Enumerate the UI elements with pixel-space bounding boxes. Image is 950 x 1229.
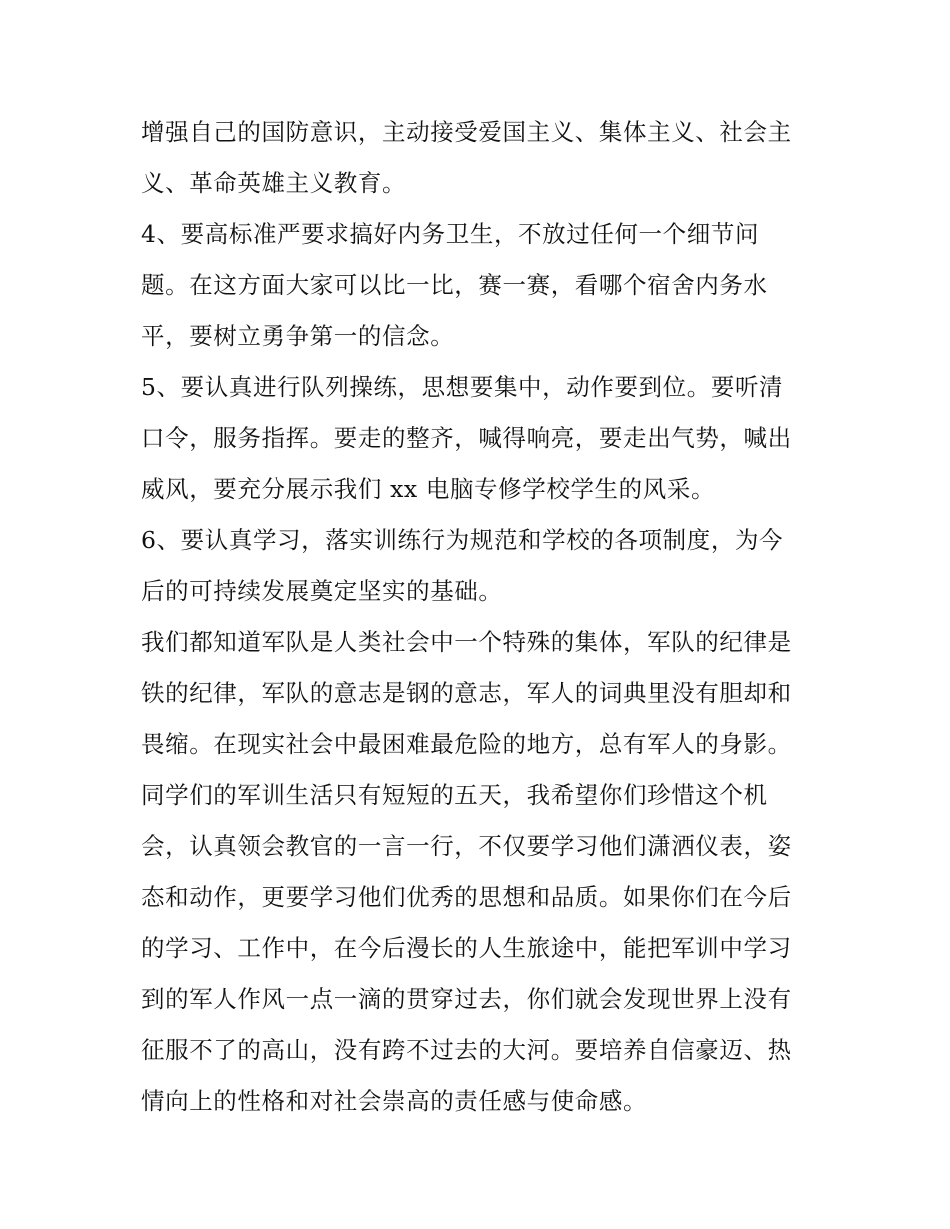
text-line: 4、要高标准严要求搞好内务卫生，不放过任何一个细节问 xyxy=(141,220,760,248)
text-line: 义、革命英雄主义教育。 xyxy=(141,169,407,197)
text-line: 情向上的性格和对社会崇高的责任感与使命感。 xyxy=(141,1087,648,1115)
text-line: 同学们的军训生活只有短短的五天，我希望你们珍惜这个机 xyxy=(141,781,768,809)
text-line: 畏缩。在现实社会中最困难最危险的地方，总有军人的身影。 xyxy=(141,730,792,758)
text-line: 平，要树立勇争第一的信念。 xyxy=(141,322,455,350)
text-line: 会，认真领会教官的一言一行，不仅要学习他们潇洒仪表，姿 xyxy=(141,832,792,860)
text-line: 我们都知道军队是人类社会中一个特殊的集体，军队的纪律是 xyxy=(141,628,792,656)
text-line: 态和动作，更要学习他们优秀的思想和品质。如果你们在今后 xyxy=(141,883,792,911)
text-line: 铁的纪律，军队的意志是钢的意志，军人的词典里没有胆却和 xyxy=(141,679,792,707)
text-line: 5、要认真进行队列操练，思想要集中，动作要到位。要听清 xyxy=(141,373,784,401)
text-line: 题。在这方面大家可以比一比，赛一赛，看哪个宿舍内务水 xyxy=(141,271,768,299)
text-line: 口令，服务指挥。要走的整齐，喊得响亮，要走出气势，喊出 xyxy=(141,424,792,452)
text-line: 征服不了的高山，没有跨不过去的大河。要培养自信豪迈、热 xyxy=(141,1036,792,1064)
text-line: 威风，要充分展示我们 xx 电脑专修学校学生的风采。 xyxy=(141,475,716,503)
text-line: 的学习、工作中，在今后漫长的人生旅途中，能把军训中学习 xyxy=(141,934,792,962)
text-line: 6、要认真学习，落实训练行为规范和学校的各项制度，为今 xyxy=(141,526,784,554)
text-line: 增强自己的国防意识，主动接受爱国主义、集体主义、社会主 xyxy=(141,118,792,146)
document-body xyxy=(141,107,811,1127)
text-line: 到的军人作风一点一滴的贯穿过去，你们就会发现世界上没有 xyxy=(141,985,792,1013)
text-line: 后的可持续发展奠定坚实的基础。 xyxy=(141,577,503,605)
